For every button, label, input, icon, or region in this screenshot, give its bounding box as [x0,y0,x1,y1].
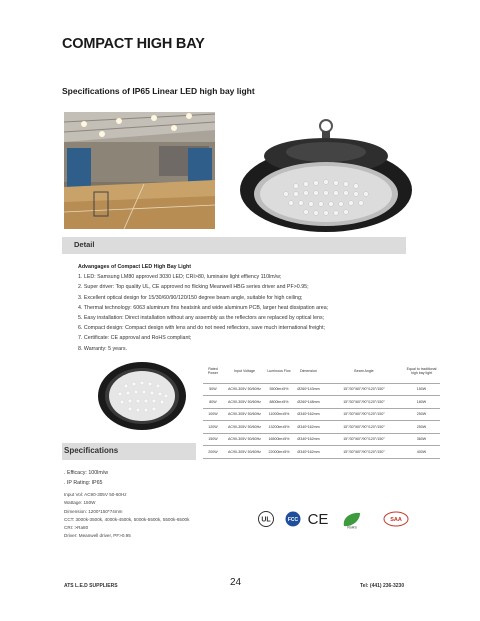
certification-logos [256,509,412,529]
advantage-item: 2. Super driver: Top quality UL, CE approved no flicking Meanwell HBG series driver and PF>0.95; [78,284,309,291]
table-cell: AC90-305V 50/60Hz [223,433,266,446]
table-cell: 120W [203,421,223,434]
table-cell: AC90-305V 50/60Hz [223,421,266,434]
table-row [203,396,440,409]
table-cell: 15°/30°/60°/90°/120°/150° [325,446,403,459]
page-title: COMPACT HIGH BAY [62,36,205,52]
table-cell: 360W [403,433,440,446]
key-specs [64,468,108,488]
footer-company: ATS L.E.D SUPPLIERS [64,583,118,589]
ce-logo [308,511,329,528]
detail-heading: Detail [74,240,95,249]
table-row [203,421,440,434]
table-cell: 5500lm±5% [266,383,292,396]
svg-text:SAA: SAA [390,517,402,523]
col-equivalent: Equal to traditional high bay light [403,360,440,383]
table-cell: AC90-305V 50/60Hz [223,408,266,421]
section-subtitle: Specifications of IP65 Linear LED high bay light [62,86,255,96]
table-row [203,408,440,421]
table-row [203,446,440,459]
table-cell: 200W [203,446,223,459]
table-cell: 15°/30°/60°/90°/120°/150° [325,408,403,421]
advantages-list [78,262,408,354]
table-cell: 180W [403,396,440,409]
table-cell: Ø340*162mm [292,446,325,459]
detail-section-header [62,237,406,254]
high-bay-bottom-view-image [96,358,188,432]
spec-line: Input Vol: AC90-305V 50-60Hz [64,492,127,497]
table-cell: 150W [403,383,440,396]
spec-line: Dimension: 1200*150*74mm [64,508,123,514]
table-cell: Ø260*143mm [292,383,325,396]
advantage-item: 1. LED: Samsung LM80 approved 3030 LED; CRI>80, luminaire light effiency 110lm/w; [78,274,282,281]
specification-table [203,360,440,459]
advantage-item: 7. Certificate: CE approval and RoHS compliant; [78,335,192,342]
table-cell: Ø340*162mm [292,421,325,434]
table-cell: AC90-305V 50/60Hz [223,396,266,409]
table-cell: 13200lm±5% [266,421,292,434]
svg-text:FCC: FCC [287,517,299,523]
specifications-section-header [62,443,196,460]
svg-text:RoHS: RoHS [347,525,357,529]
table-cell: 400W [403,446,440,459]
table-row [203,433,440,446]
table-cell: 100W [203,408,223,421]
footer-phone: Tel: (441) 236-3230 [360,583,405,589]
table-cell: 8800lm±5% [266,396,292,409]
table-cell: 15°/30°/60°/90°/120°/150° [325,396,403,409]
table-cell: AC90-305V 50/60Hz [223,383,266,396]
table-header-row [203,360,440,383]
page-number: 24 [230,577,242,588]
table-cell: Ø340*162mm [292,433,325,446]
specifications-heading: Specifications [64,446,119,455]
col-rated-power: Rated Power [203,360,223,383]
spec-details [64,491,189,541]
table-cell: AC90-305V 50/60Hz [223,446,266,459]
col-dimension: Dimension [292,360,325,383]
advantage-item: 4. Thermal technology: 6063 aluminum fins heatsink and wide aluminum PCB, larger heat dissipation area; [78,304,329,311]
ul-logo [259,512,274,527]
table-cell: Ø260*148mm [292,396,325,409]
efficacy-item: . Efficacy: 100lm/w [64,470,109,476]
col-beam-angle: Beam Angle [325,360,403,383]
svg-text:CE: CE [307,511,329,528]
spec-line: Wattage: 150W [64,500,96,506]
spec-line: CCT: 3000k-3500k, 4000k-4500k, 5000k-5500k, 5500k-6500k [64,516,190,522]
gymnasium-photo [64,112,215,229]
svg-text:UL: UL [261,516,271,524]
table-cell: 150W [203,433,223,446]
table-cell: 15°/30°/60°/90°/120°/150° [325,383,403,396]
high-bay-light-image [236,118,416,233]
table-cell: 50W [203,383,223,396]
table-cell: 250W [403,408,440,421]
col-luminous-flux: Luminous Flux [266,360,292,383]
saa-logo [384,512,408,526]
table-cell: 15°/30°/60°/90°/120°/150° [325,421,403,434]
advantages-title: Advangages of Compact LED High Bay Light [78,264,192,270]
table-cell: 11000lm±5% [266,408,292,421]
table-cell: 16500lm±5% [266,433,292,446]
table-row [203,383,440,396]
rohs-logo [344,513,360,529]
fcc-logo [286,512,301,527]
advantage-item: 5. Easy installation: Direct installation without any assembly as the reflectors are replaced by optical lens; [78,315,325,322]
ip-rating-item: . IP Rating: IP65 [64,480,103,486]
table-cell: 15°/30°/60°/90°/120°/150° [325,433,403,446]
advantage-item: 3. Excellent optical design for 15/30/60/90/120/150 degree beam angle, suitable for high ceiling; [78,294,303,301]
table-cell: 250W [403,421,440,434]
spec-line: CRI: >Ra80 [64,525,89,531]
table-cell: 22000lm±5% [266,446,292,459]
advantage-item: 6. Compact design: Compact design with lens and do not need reflectors, save much international freight; [78,325,326,332]
spec-line: Driver: Meanwell driver, PF>0.95 [64,533,131,539]
table-cell: 80W [203,396,223,409]
advantage-item: 8. Warranty: 5 years. [78,345,127,352]
col-input-voltage: Input Voltage [223,360,266,383]
table-cell: Ø340*162mm [292,408,325,421]
